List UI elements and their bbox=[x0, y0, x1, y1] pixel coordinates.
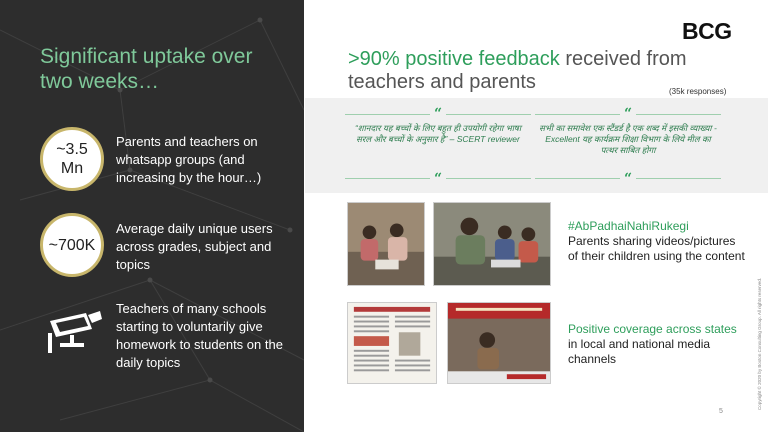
stat-description-whatsapp-users: Parents and teachers on whatsapp groups (and increasing by the hour…) bbox=[116, 134, 262, 185]
photo-children-studying bbox=[347, 202, 425, 286]
left-section-title: Significant uptake over two weeks… bbox=[40, 45, 253, 93]
photo-parent-with-children bbox=[433, 202, 551, 286]
page-number: 5 bbox=[719, 408, 723, 415]
photo-newspaper-clipping bbox=[347, 302, 437, 384]
photo-tv-news-frame bbox=[447, 302, 551, 384]
quote-mark-icon: “ bbox=[430, 172, 446, 184]
stat-description-teachers-homework: Teachers of many schools starting to voluntarily give homework to students on the daily topics bbox=[116, 301, 283, 370]
left-panel bbox=[0, 0, 304, 432]
bcg-logo: BCG bbox=[682, 18, 732, 44]
quote-mark-icon: “ bbox=[620, 107, 636, 119]
quote-mark-icon: “ bbox=[620, 172, 636, 184]
stat-badge-daily-users: ~700K bbox=[40, 213, 104, 277]
parents-sharing-text: Parents sharing videos/pictures of their children using the content bbox=[568, 234, 745, 263]
coverage-highlight: Positive coverage across states bbox=[568, 322, 737, 336]
quote-mark-icon: “ bbox=[430, 107, 446, 119]
quote-text-scert: “शानदार यह बच्चों के लिए बहुत ही उपयोगी रहेगा भाषा सरल और बच्चों के अनुसार है” – SCERT reviewer bbox=[354, 123, 522, 144]
responses-count: (35k responses) bbox=[669, 87, 727, 96]
campaign-hashtag: #AbPadhaiNahiRukegi bbox=[568, 219, 689, 233]
quote-text-excellent: सभी का समावेश एक स्टैंडर्ड है एक शब्द में इसकी व्याख्या - Excellent यह कार्यक्रम शिक्षा विभाग के लिये मील का पत्थर साबित होगा bbox=[539, 123, 717, 155]
cctv-camera-icon bbox=[46, 311, 104, 355]
stat-badge-whatsapp-users: ~3.5 Mn bbox=[40, 127, 104, 191]
right-title-highlight: >90% positive feedback bbox=[348, 48, 560, 70]
quote-block-excellent bbox=[535, 104, 721, 186]
stat-description-daily-users: Average daily unique users across grades, subject and topics bbox=[116, 221, 273, 272]
media-coverage-text bbox=[568, 322, 748, 367]
right-title-rest: received from teachers and parents bbox=[348, 48, 687, 93]
coverage-rest: in local and national media channels bbox=[568, 337, 711, 366]
quote-block-scert bbox=[345, 104, 531, 186]
copyright-notice: Copyright © 2020 by Boston Consulting Group. All rights reserved. bbox=[757, 277, 762, 410]
